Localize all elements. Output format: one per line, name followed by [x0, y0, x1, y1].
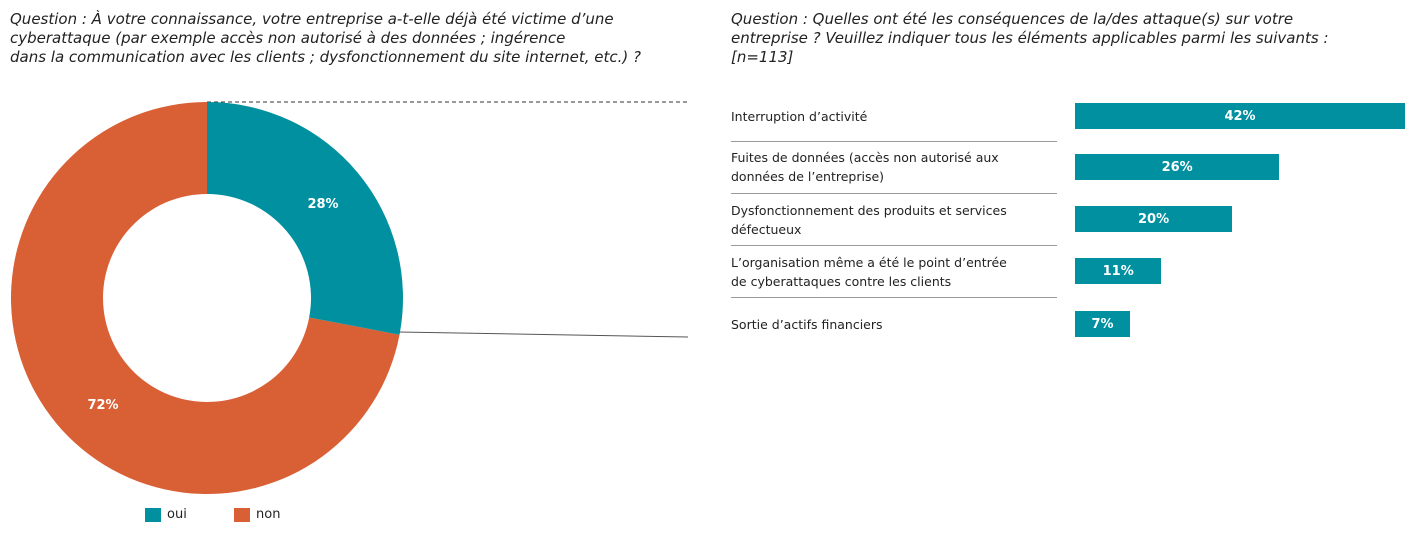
bar-category [731, 148, 1057, 186]
legend-item-non [234, 507, 280, 522]
bar [1075, 154, 1279, 180]
bar-category-line: données de l’entreprise) [731, 169, 885, 184]
row-divider [731, 297, 1057, 298]
bar-category [731, 253, 1057, 291]
left-question-line: Question : À votre connaissance, votre entreprise a-t-elle déjà été victime d’une [10, 10, 614, 28]
legend-swatch-oui [145, 508, 161, 522]
legend-label-non: non [256, 507, 281, 522]
bar-category [731, 315, 1057, 334]
legend-swatch-non [234, 508, 250, 522]
bar-value-label: 26% [1161, 159, 1193, 175]
bar-category [731, 107, 1057, 126]
donut-label-non: 72% [87, 398, 119, 413]
bar [1075, 103, 1405, 129]
bar-value-label: 42% [1224, 108, 1256, 124]
bar-value-label: 7% [1091, 316, 1114, 332]
bar-category-line: Interruption d’activité [731, 109, 868, 124]
bar-category-line: de cyberattaques contre les clients [731, 274, 952, 289]
bar [1075, 311, 1130, 337]
bar-category-line: Fuites de données (accès non autorisé aux [731, 150, 999, 165]
donut-slice-oui [207, 102, 403, 335]
bar-category-line: défectueux [731, 222, 802, 237]
row-divider [731, 245, 1057, 246]
left-question-line: dans la communication avec les clients ; dysfonctionnement du site internet, etc.) ? [10, 48, 641, 66]
donut-label-oui: 28% [307, 197, 339, 212]
row-divider [731, 193, 1057, 194]
connector-line-bottom [399, 332, 688, 337]
bar-value-label: 11% [1102, 263, 1134, 279]
left-question-line: cyberattaque (par exemple accès non autorisé à des données ; ingérence [10, 29, 566, 47]
right-question-line: Question : Quelles ont été les conséquences de la/des attaque(s) sur votre [731, 10, 1294, 28]
legend-item-oui [145, 507, 187, 522]
bar-category-line: Sortie d’actifs financiers [731, 317, 883, 332]
bar [1075, 258, 1161, 284]
bar-value-label: 20% [1138, 211, 1170, 227]
bar-category-line: Dysfonctionnement des produits et services [731, 203, 1007, 218]
row-divider [731, 141, 1057, 142]
legend-label-oui: oui [167, 507, 187, 522]
bar-category-line: L’organisation même a été le point d’entrée [731, 255, 1007, 270]
bar [1075, 206, 1232, 232]
right-question-line: entreprise ? Veuillez indiquer tous les éléments applicables parmi les suivants : [731, 29, 1329, 47]
right-question-line: [n=113] [731, 48, 794, 66]
bar-category [731, 201, 1057, 239]
